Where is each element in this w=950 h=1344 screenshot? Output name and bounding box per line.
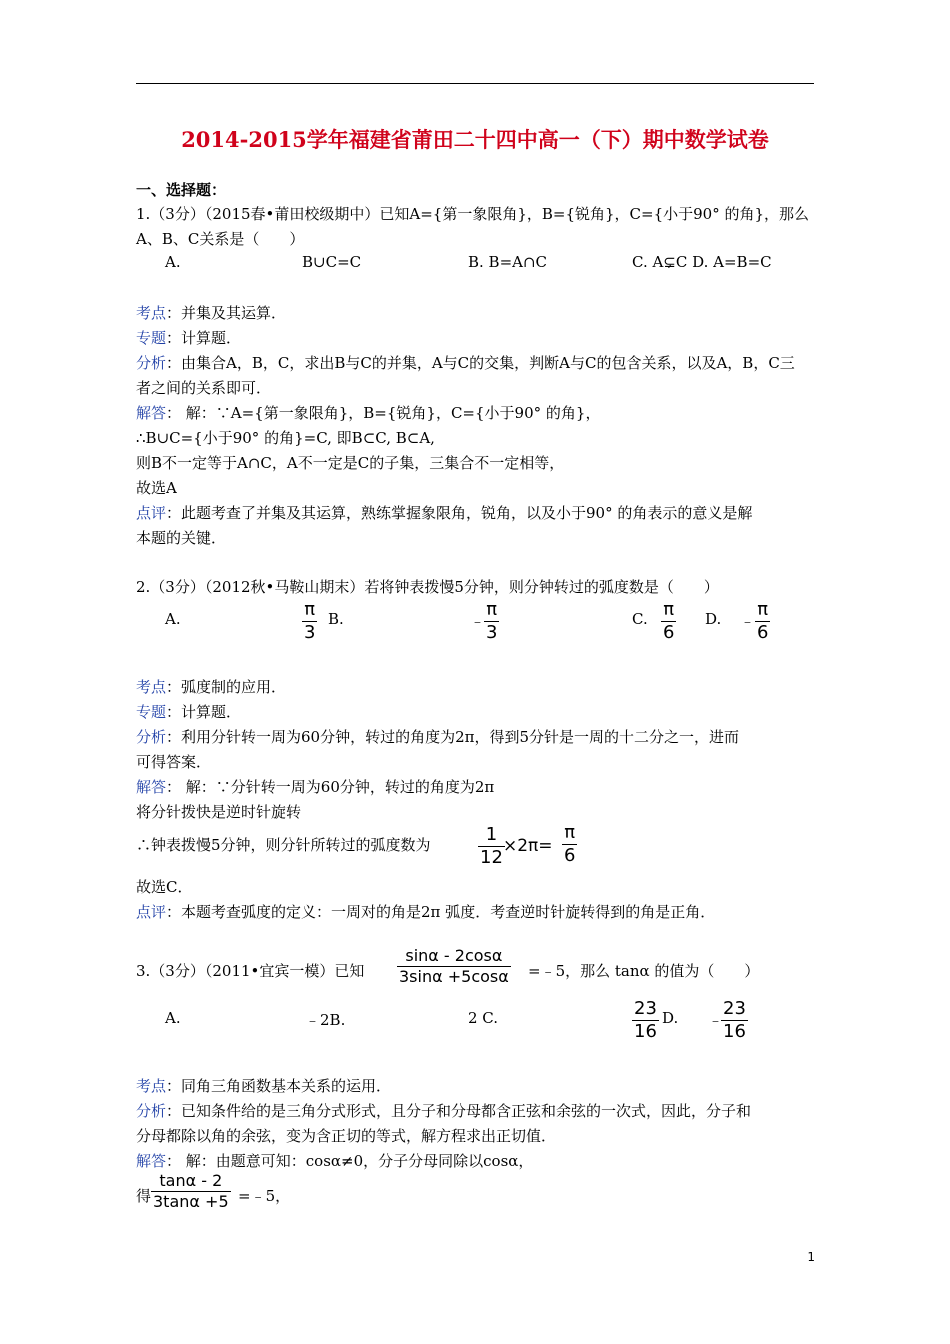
q3-condition-fraction: $\frac{\sin\alpha - 2\cos\alpha}{3\sin\alpha +5\cos\alpha}$ <box>399 946 509 986</box>
q3-jieda-de: 得 <box>136 1187 152 1205</box>
section-heading: 一、选择题： <box>136 181 227 199</box>
label-fenxi: 分析 <box>136 354 167 372</box>
q2-jieda-fraction-pi-6: $\frac{\pi}{6}$ <box>564 822 576 866</box>
q1-option-a: A. <box>165 253 181 271</box>
q2-fenxi: 分析：利用分针转一周为60分钟，转过的角度为2π，得到5分针是一周的十二分之一，进而 <box>136 728 740 746</box>
header-rule <box>136 83 814 84</box>
q1-option-cd: C. A⊊C D. A=B=C <box>632 253 772 271</box>
q1-jieda-line2: ∴B∪C={小于90° 的角}=C, 即B⊂C, B⊂A, <box>136 429 435 447</box>
q3-jieda-tan-fraction: $\frac{\tan\alpha - 2}{3\tan\alpha +5}$ <box>153 1171 229 1211</box>
label-dianping: 点评 <box>136 504 167 522</box>
q3-option-a-text: ﹣2B. <box>305 1011 346 1029</box>
q1-stem-line2: A、B、C关系是（ ） <box>136 230 305 248</box>
q2-jieda-line4: 故选C． <box>136 878 193 896</box>
q3-fenxi-line2: 分母都除以角的余弦，变为含正切的等式，解方程求出正切值． <box>136 1127 557 1145</box>
q2-option-a: A. <box>165 610 181 628</box>
q2-jieda-fraction-1-12: $\frac{1}{12}$ <box>480 824 503 868</box>
q1-stem-line1: 1.（3分）（2015春•莆田校级期中）已知A={第一象限角}，B={锐角}，C={小于90° 的角}，那么 <box>136 205 810 223</box>
q2-option-b-fraction: $\frac{\pi}{3}$ <box>486 599 498 643</box>
q2-jieda-line2: 将分针拨快是逆时针旋转 <box>136 803 302 821</box>
q1-jieda: 解答： 解：∵A={第一象限角}，B={锐角}，C={小于90° 的角}， <box>136 404 601 422</box>
q3-option-a: A. <box>165 1009 181 1027</box>
q2-option-c-fraction: $\frac{\pi}{6}$ <box>663 599 675 643</box>
q2-option-a-fraction: $\frac{\pi}{3}$ <box>304 599 316 643</box>
q2-jieda-line3: ∴钟表拨慢5分钟，则分针所转过的弧度数为 <box>136 836 431 854</box>
q2-jieda: 解答： 解：∵分针转一周为60分钟，转过的角度为2π <box>136 778 495 796</box>
q1-kaodian: 考点：并集及其运算． <box>136 304 287 322</box>
q3-option-b-text: 2 C. <box>468 1009 499 1027</box>
q1-dianping-line2: 本题的关键． <box>136 529 227 547</box>
q3-option-d: D. <box>662 1009 679 1027</box>
q2-option-c: C. <box>632 610 648 628</box>
q1-dianping: 点评：此题考查了并集及其运算，熟练掌握象限角，锐角，以及小于90° 的角表示的意义是解 <box>136 504 753 522</box>
q3-jieda-eq: =﹣5， <box>238 1187 291 1205</box>
q2-stem: 2.（3分）（2012秋•马鞍山期末）若将钟表拨慢5分钟，则分钟转过的弧度数是（ ） <box>136 578 719 596</box>
q2-zhuanti: 专题：计算题． <box>136 703 242 721</box>
q1-zhuanti: 专题：计算题． <box>136 329 242 347</box>
q3-stem-part2: =﹣5，那么 tanα 的值为（ ） <box>528 962 760 980</box>
q2-option-d-fraction: $\frac{\pi}{6}$ <box>757 599 769 643</box>
q3-option-c-fraction: $\frac{23}{16}$ <box>634 998 657 1042</box>
q3-kaodian: 考点：同角三角函数基本关系的运用． <box>136 1077 392 1095</box>
q2-option-b: B. <box>328 610 344 628</box>
q1-fenxi: 分析：由集合A，B，C，求出B与C的并集，A与C的交集，判断A与C的包含关系，以及A，B，C三 <box>136 354 795 372</box>
label-kaodian: 考点 <box>136 304 167 322</box>
q2-kaodian: 考点：弧度制的应用． <box>136 678 287 696</box>
q2-jieda-times: ×2π= <box>503 836 553 856</box>
q1-jieda-line3: 则B不一定等于A∩C，A不一定是C的子集，三集合不一定相等， <box>136 454 565 472</box>
q2-option-d: D. <box>705 610 722 628</box>
q1-fenxi-line2: 者之间的关系即可． <box>136 379 272 397</box>
page-number: 1 <box>807 1250 815 1264</box>
q1-option-b: B. B=A∩C <box>468 253 548 271</box>
q3-option-d-minus: ﹣ <box>708 1011 724 1029</box>
label-jieda: 解答 <box>136 404 167 422</box>
q3-fenxi: 分析：已知条件给的是三角分式形式，且分子和分母都含正弦和余弦的一次式，因此，分子和 <box>136 1102 752 1120</box>
q3-stem-part1: 3.（3分）（2011•宜宾一模）已知 <box>136 962 365 980</box>
q2-option-d-minus: ﹣ <box>740 612 756 630</box>
q2-option-b-minus: ﹣ <box>470 612 486 630</box>
q2-dianping: 点评：本题考查弧度的定义：一周对的角是2π 弧度．考查逆时针旋转得到的角是正角． <box>136 903 716 921</box>
page-title: 2014-2015学年福建省莆田二十四中高一（下）期中数学试卷 <box>181 127 769 152</box>
q2-fenxi-line2: 可得答案． <box>136 753 212 771</box>
q1-jieda-line4: 故选A <box>136 479 177 497</box>
label-zhuanti: 专题 <box>136 329 167 347</box>
q1-option-a-text: B∪C=C <box>302 253 362 271</box>
q3-option-d-fraction: $\frac{23}{16}$ <box>723 998 746 1042</box>
q3-jieda: 解答： 解：由题意可知：cosα≠0，分子分母同除以cosα， <box>136 1152 534 1170</box>
